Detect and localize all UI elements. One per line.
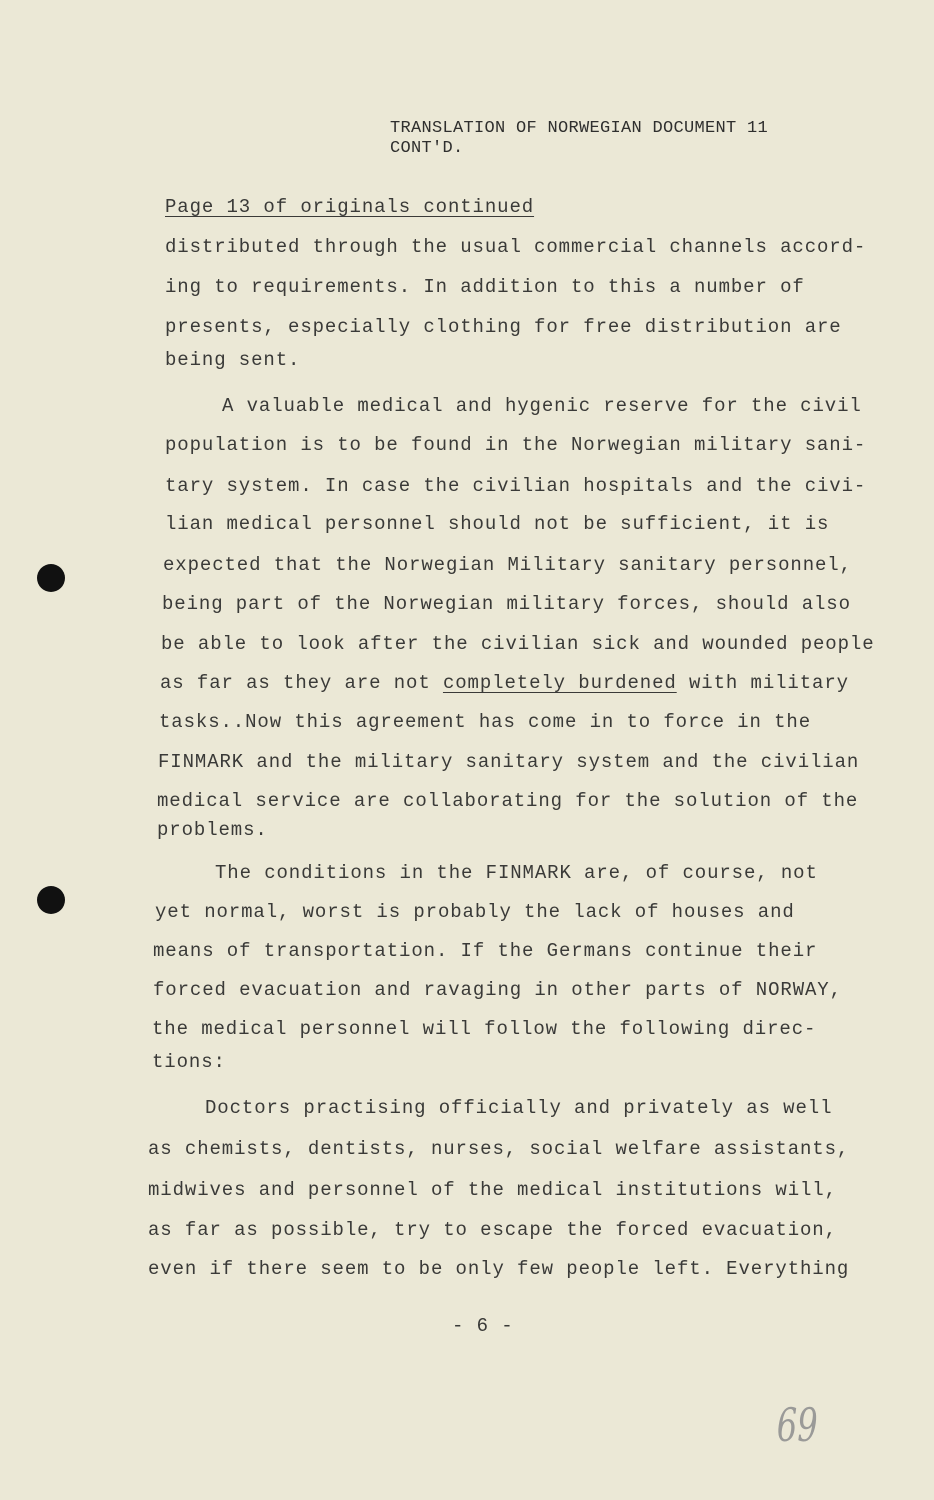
text-line: be able to look after the civilian sick and wounded people	[161, 633, 875, 655]
page-number: - 6 -	[452, 1315, 514, 1337]
underlined-phrase: completely burdened	[442, 672, 677, 694]
text-line: being sent.	[165, 349, 301, 371]
text-line: being part of the Norwegian military forces, should also	[162, 593, 851, 615]
text-line: the medical personnel will follow the following direc-	[152, 1018, 817, 1040]
text-line: medical service are collaborating for the solution of the	[157, 790, 859, 812]
text-line: Doctors practising officially and privately as well	[205, 1097, 833, 1119]
text-line: tasks..Now this agreement has come in to force in the	[159, 711, 811, 733]
text-line: population is to be found in the Norwegian military sani-	[165, 434, 867, 456]
text-line: ing to requirements. In addition to this a number of	[165, 276, 805, 298]
document-subtitle: CONT'D.	[390, 139, 464, 158]
text-line: FINMARK and the military sanitary system and the civilian	[158, 751, 860, 773]
text-line: A valuable medical and hygenic reserve for the civil	[222, 395, 862, 417]
text-segment: as far as they are not	[160, 672, 443, 694]
text-line: problems.	[157, 819, 268, 841]
text-line: means of transportation. If the Germans continue their	[153, 940, 818, 962]
text-line: lian medical personnel should not be sufficient, it is	[165, 513, 830, 535]
punch-hole	[37, 564, 65, 592]
text-line: as chemists, dentists, nurses, social welfare assistants,	[148, 1138, 850, 1160]
text-line: expected that the Norwegian Military sanitary personnel,	[163, 554, 852, 576]
punch-hole	[37, 886, 65, 914]
document-title: TRANSLATION OF NORWEGIAN DOCUMENT 11	[390, 119, 769, 138]
text-line: midwives and personnel of the medical institutions will,	[148, 1179, 837, 1201]
handwritten-page-number: 69	[776, 1398, 818, 1452]
text-segment: with military	[676, 672, 849, 694]
text-line: tions:	[152, 1051, 226, 1073]
text-line: even if there seem to be only few people left. Everything	[148, 1258, 850, 1280]
text-line: yet normal, worst is probably the lack of houses and	[155, 901, 795, 923]
text-line: distributed through the usual commercial channels accord-	[165, 236, 867, 258]
text-line: tary system. In case the civilian hospitals and the civi-	[165, 475, 867, 497]
section-heading: Page 13 of originals continued	[165, 196, 535, 218]
text-line: presents, especially clothing for free distribution are	[165, 316, 842, 338]
text-line: forced evacuation and ravaging in other parts of NORWAY,	[153, 979, 842, 1001]
text-line: The conditions in the FINMARK are, of course, not	[215, 862, 818, 884]
text-line	[160, 671, 849, 695]
text-line: as far as possible, try to escape the forced evacuation,	[148, 1219, 837, 1241]
